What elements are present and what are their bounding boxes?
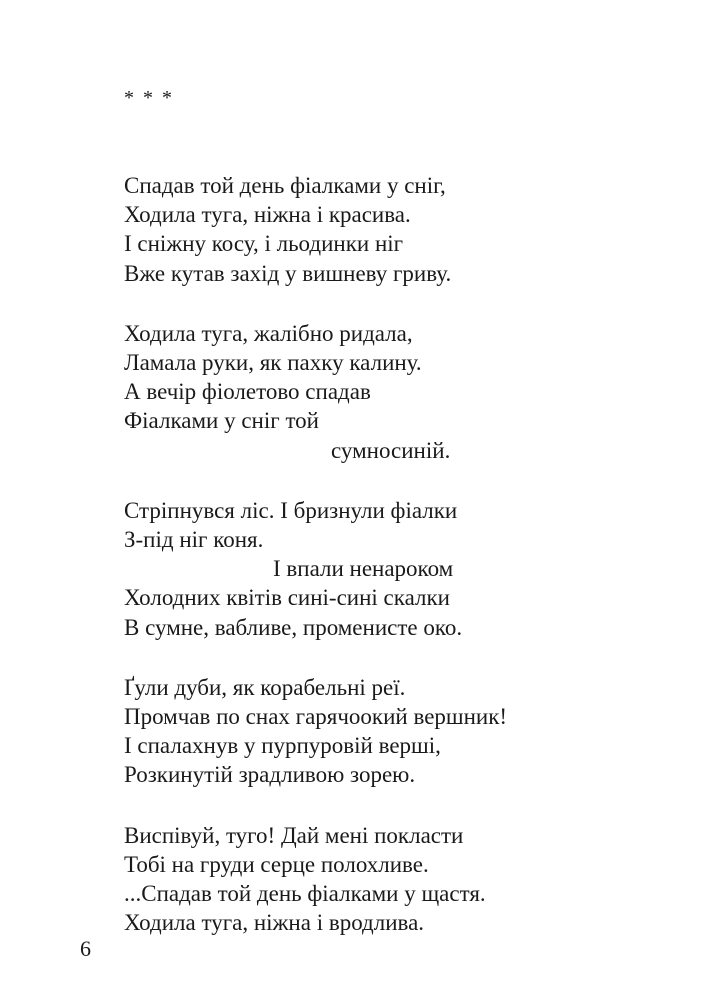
poem-line: Спадав той день фіалками у сніг, <box>124 173 446 198</box>
poem-line: А вечір фіолетово спадав <box>124 379 371 405</box>
poem-line: Ходила туга, жалібно ридала, <box>124 320 413 346</box>
stanza-2 <box>124 319 704 465</box>
stanza-1 <box>124 171 704 288</box>
poem-line: Ходила туга, ніжна і красива. <box>124 202 411 228</box>
poem-line: Фіалками у сніг той <box>124 408 319 434</box>
poem-body <box>124 171 704 968</box>
poem-line: Тобі на груди серце полохливе. <box>124 851 429 877</box>
poem-line: ...Спадав той день фіалками у щастя. <box>124 881 486 907</box>
poem-line: Ґули дуби, як корабельні реї. <box>124 674 406 700</box>
stanza-5 <box>124 821 704 938</box>
poem-line: Вже кутав захід у вишневу гриву. <box>124 260 452 286</box>
poem-line: Холодних квітів сині-сині скалки <box>124 585 450 611</box>
poem-line: Виспівуй, туго! Дай мені покласти <box>124 822 464 848</box>
poem-line: Ходила туга, ніжна і вродлива. <box>124 910 425 936</box>
poem-line: З-під ніг коня. <box>124 527 264 553</box>
page-number: 6 <box>80 936 91 961</box>
poem-line: Розкинутій зрадливою зорею. <box>124 762 416 788</box>
poem-line: Стріпнувся ліс. І бризнули фіалки <box>124 497 458 523</box>
section-asterisks: * * * <box>124 87 174 109</box>
poem-line: І сніжну косу, і льодинки ніг <box>124 231 404 257</box>
poem-line: Промчав по снах гарячоокий вершник! <box>124 704 508 730</box>
poem-line: В сумне, вабливе, променисте око. <box>124 614 463 640</box>
poem-line-indented: сумносиній. <box>331 437 451 463</box>
poem-line: І спалахнув у пурпуровій верші, <box>124 733 441 759</box>
stanza-4 <box>124 673 704 790</box>
poem-line: Ламала руки, як пахку калину. <box>124 350 422 376</box>
poem-line-indented: І впали ненароком <box>273 556 454 582</box>
stanza-3 <box>124 496 704 642</box>
